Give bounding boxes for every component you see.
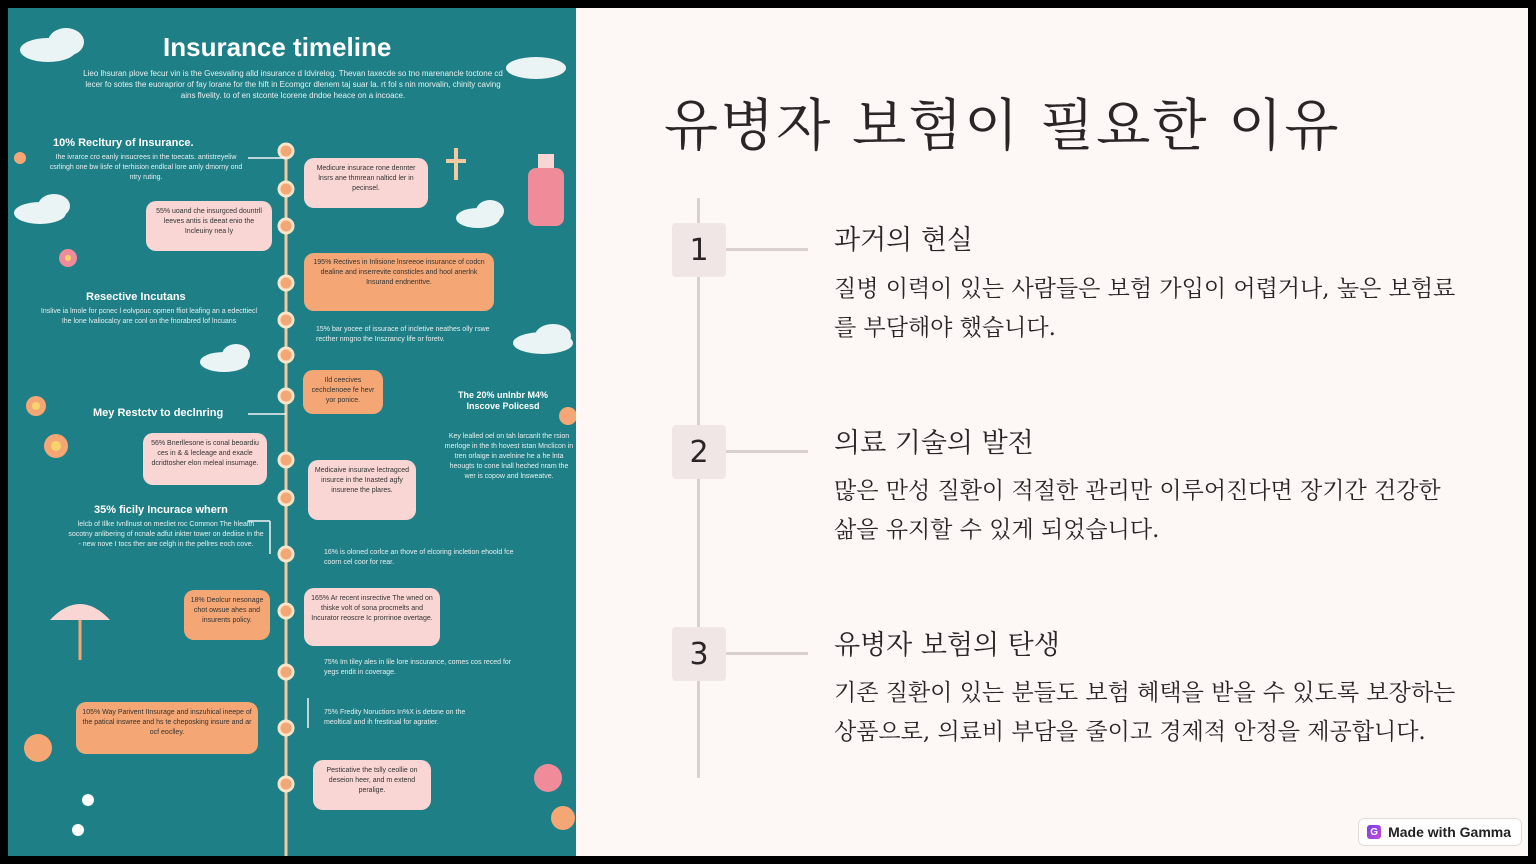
bubble-text: 105% Way Parivent IInsurage and inszuhical ineepe of the patical inswree and hs te cheposking insure and ar ocf eoclley. bbox=[82, 709, 252, 736]
slide bbox=[8, 8, 1528, 856]
bubble-text: 195% Rectives in Inlisione lnsreeoe insurance of codcn dealine and inserrevite consticles and hool anerlnk Insurand endnenttve. bbox=[313, 259, 485, 286]
left-text: Inslive ia lmole for pcnec l eolvpouc opmen ffiot leafing an a edecttiecl Ihe lone lvaliocalcy are conl on the fnorabred lof lncuans bbox=[40, 308, 258, 325]
timeline-text: 16% is oloned corlce an thove of elcoring incletion ehoold fce coorn cel coor for rear. bbox=[324, 549, 514, 566]
timeline-text: 75% Fredity Noructiors In%X is detsne on the meoltical and ih frestirual for agratier. bbox=[324, 709, 466, 726]
left-heading: 35% ficily Incurace whern bbox=[94, 504, 228, 516]
bubble-text: Medicaive insurave lectragced insurce in the Inasted agfy insurene the plares. bbox=[314, 467, 410, 494]
infographic-title: Insurance timeline bbox=[163, 32, 392, 62]
bubble-text: Medicure insurace rone dennter lnsrs ane thmrean nalticd ler in pecinsel. bbox=[316, 165, 416, 192]
infographic-image bbox=[8, 8, 576, 856]
infographic-intro: Lieo lhsuran plove fecur vin is the Gvesvaling alld insurance d Idvirelog. Thevan taxecde so tno marenancle toctone cd lecer fo sotes the euoraprior of fay lorane for the hift in Ecomgcr dlenem taj suar la. rt fol s nin morvalin, chinity caving ains flvelity. to of en stconte lcorene dndoe heace on a incoace. bbox=[83, 69, 503, 100]
bubble-text: 165% Ar recent insrective The wned on thiske volt of sona procmelts and Incurator reoscre Ic prorrinoe overtage. bbox=[311, 595, 433, 622]
left-heading: Mey Restctv to declnring bbox=[93, 407, 224, 419]
item-title: 유병자 보험의 탄생 bbox=[834, 630, 1060, 661]
badge-label: Made with Gamma bbox=[1388, 824, 1511, 840]
step-connector bbox=[726, 248, 808, 251]
step-connector bbox=[726, 652, 808, 655]
left-text: Ihe ivrarce cro eanly insucrees in the toecats. antistreyeliw csrlingh one bw lisfe of terhision endlcal lore amly dmorny ond ntry ruting. bbox=[49, 154, 243, 181]
timeline-line bbox=[697, 198, 700, 778]
item-title: 의료 기술의 발전 bbox=[834, 428, 1034, 459]
page-title: 유병자 보험이 필요한 이유 bbox=[664, 94, 1341, 159]
left-text: lelcb of Illke Ivnllnust on mecliet roc Common The hlealth socotny anlibering of ncnale adfut inkter tower on dediise in the - new nove I tocs ther are celgh in the pellres eoch cove. bbox=[68, 521, 264, 548]
right-heading: The 20% unlnbr M4% Inscove Policesd bbox=[457, 390, 548, 411]
item-body: 많은 만성 질환이 적절한 관리만 이루어진다면 장기간 건강한 삶을 유지할 수 있게 되었습니다. bbox=[834, 478, 1441, 543]
bubble-text: Ild ceecives cechclenoee fe hevr yor ponice. bbox=[311, 377, 375, 404]
item-body: 기존 질환이 있는 분들도 보험 혜택을 받을 수 있도록 보장하는 상품으로, 의료비 부담을 줄이고 경제적 안정을 제공합니다. bbox=[834, 680, 1456, 745]
item-title: 과거의 현실 bbox=[834, 225, 973, 256]
step-number: 1 bbox=[672, 223, 726, 277]
timeline-text: 75% Im tiley ales in lile lore inscurance, comes cos reced for yegs endit in coverage. bbox=[324, 659, 512, 676]
step-number: 2 bbox=[672, 425, 726, 479]
bubble-text: 55% uoand che insurgced dountrll leeves antis is deeat enio the Incleuiny nea ly bbox=[156, 208, 262, 235]
bottle-icon bbox=[528, 168, 564, 226]
item-body: 질병 이력이 있는 사람들은 보험 가입이 어렵거나, 높은 보험료를 부담해야 했습니다. bbox=[834, 276, 1456, 341]
left-heading: Resective Incutans bbox=[86, 291, 186, 303]
bubble-text: 18% Deolcur nesonage chot owsue ahes and insurents policy. bbox=[190, 597, 264, 624]
bubble-text: 56% Bnerllesone is conal beoardiu ces in & & lecleage and exacle dcridtosher elon meleal insurnage. bbox=[151, 440, 259, 467]
made-with-gamma-badge[interactable] bbox=[1358, 818, 1522, 846]
left-heading: 10% Recltury of Insurance. bbox=[53, 137, 194, 149]
step-number: 3 bbox=[672, 627, 726, 681]
slide-content bbox=[576, 8, 1528, 856]
step-connector bbox=[726, 450, 808, 453]
bubble-text: Pesticative the tslly ceollie on deseion heer, and m extend peralige. bbox=[326, 767, 418, 794]
right-text: Key lealled oel on tah larcanlt the rsion merloge in the th hovest istan Mnclicon in tren orlaige in avelnine he a he lnta heougts to cone lnall heched nram the wer is copow and lnsweatve. bbox=[444, 433, 574, 480]
gamma-logo-icon: G bbox=[1367, 825, 1381, 839]
timeline-text: 15% bar yocee of issurace of incletive neathes olly rswe recther nmgno the Inszrancy life or foretv. bbox=[316, 326, 490, 343]
